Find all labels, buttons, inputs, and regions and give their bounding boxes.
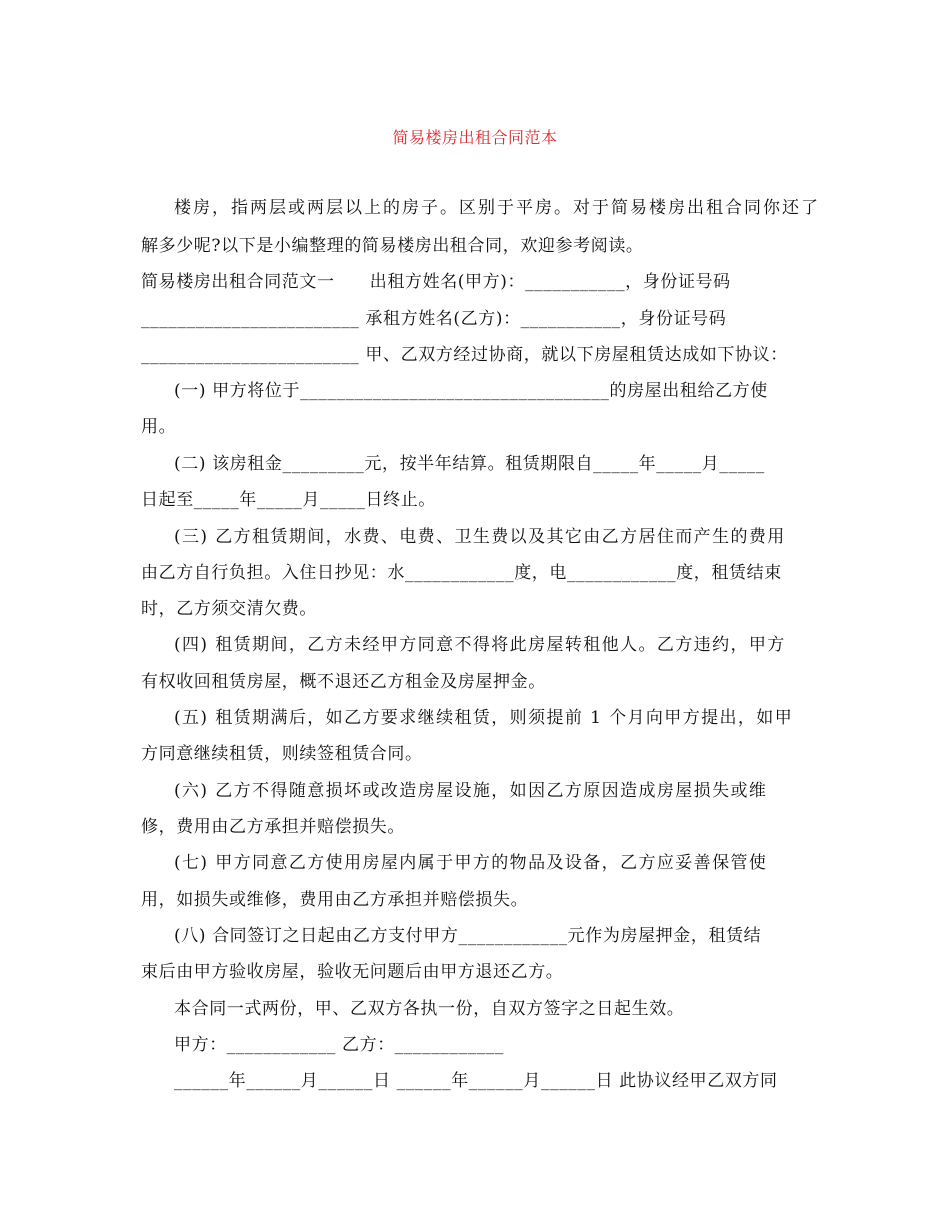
document-title: 简易楼房出租合同范本	[392, 128, 558, 147]
paragraph-line: 楼房，指两层或两层以上的房子。区别于平房。对于简易楼房出租合同你还了	[174, 198, 820, 218]
clause-4-line: 有权收回租赁房屋，概不退还乙方租金及房屋押金。	[141, 672, 546, 692]
clause-5-line: 方同意继续租赁，则续签租赁合同。	[141, 744, 423, 764]
closing-line: 本合同一式两份，甲、乙双方各执一份，自双方签字之日起生效。	[174, 999, 685, 1019]
clause-7-line: (七) 甲方同意乙方使用房屋内属于甲方的物品及设备，乙方应妥善保管使	[174, 853, 768, 873]
date-line: ______年______月______日 ______年______月______日 此协议经甲乙双方同	[174, 1071, 778, 1091]
clause-6-line: (六) 乙方不得随意损坏或改造房屋设施，如因乙方原因造成房屋损失或维	[174, 781, 768, 801]
paragraph-line: 简易楼房出租合同范文一 出租方姓名(甲方)：___________，身份证号码	[141, 272, 731, 292]
clause-2-line: 日起至_____年_____月_____日终止。	[141, 490, 436, 510]
clause-8-line: 束后由甲方验收房屋，验收无问题后由甲方退还乙方。	[141, 962, 564, 982]
paragraph-line: ________________________ 甲、乙双方经过协商，就以下房屋租赁达成如下协议：	[141, 345, 788, 365]
clause-5-line: (五) 租赁期满后，如乙方要求继续租赁，则须提前 1 个月向甲方提出，如甲	[174, 708, 794, 728]
clause-7-line: 用，如损失或维修，费用由乙方承担并赔偿损失。	[141, 890, 529, 910]
clause-3-line: (三) 乙方租赁期间，水费、电费、卫生费以及其它由乙方居住而产生的费用	[174, 527, 786, 547]
clause-3-line: 由乙方自行负担。入住日抄见：水____________度，电____________度，租赁结束	[141, 563, 782, 583]
paragraph-line: ________________________ 承租方姓名(乙方)：___________，身份证号码	[141, 309, 727, 329]
clause-1-line: (一) 甲方将位于__________________________________的房屋出租给乙方使	[174, 381, 768, 401]
clause-1-line: 用。	[141, 417, 177, 437]
clause-3-line: 时，乙方须交清欠费。	[141, 599, 317, 619]
clause-2-line: (二) 该房租金_________元，按半年结算。租赁期限自_____年_____月_____	[174, 454, 765, 474]
clause-6-line: 修，费用由乙方承担并赔偿损失。	[141, 817, 405, 837]
clause-4-line: (四) 租赁期间，乙方未经甲方同意不得将此房屋转租他人。乙方违约，甲方	[174, 635, 786, 655]
clause-8-line: (八) 合同签订之日起由乙方支付甲方____________元作为房屋押金，租赁结	[174, 926, 762, 946]
paragraph-line: 解多少呢?以下是小编整理的简易楼房出租合同，欢迎参考阅读。	[141, 236, 644, 256]
signature-line: 甲方：____________ 乙方：____________	[174, 1035, 505, 1055]
